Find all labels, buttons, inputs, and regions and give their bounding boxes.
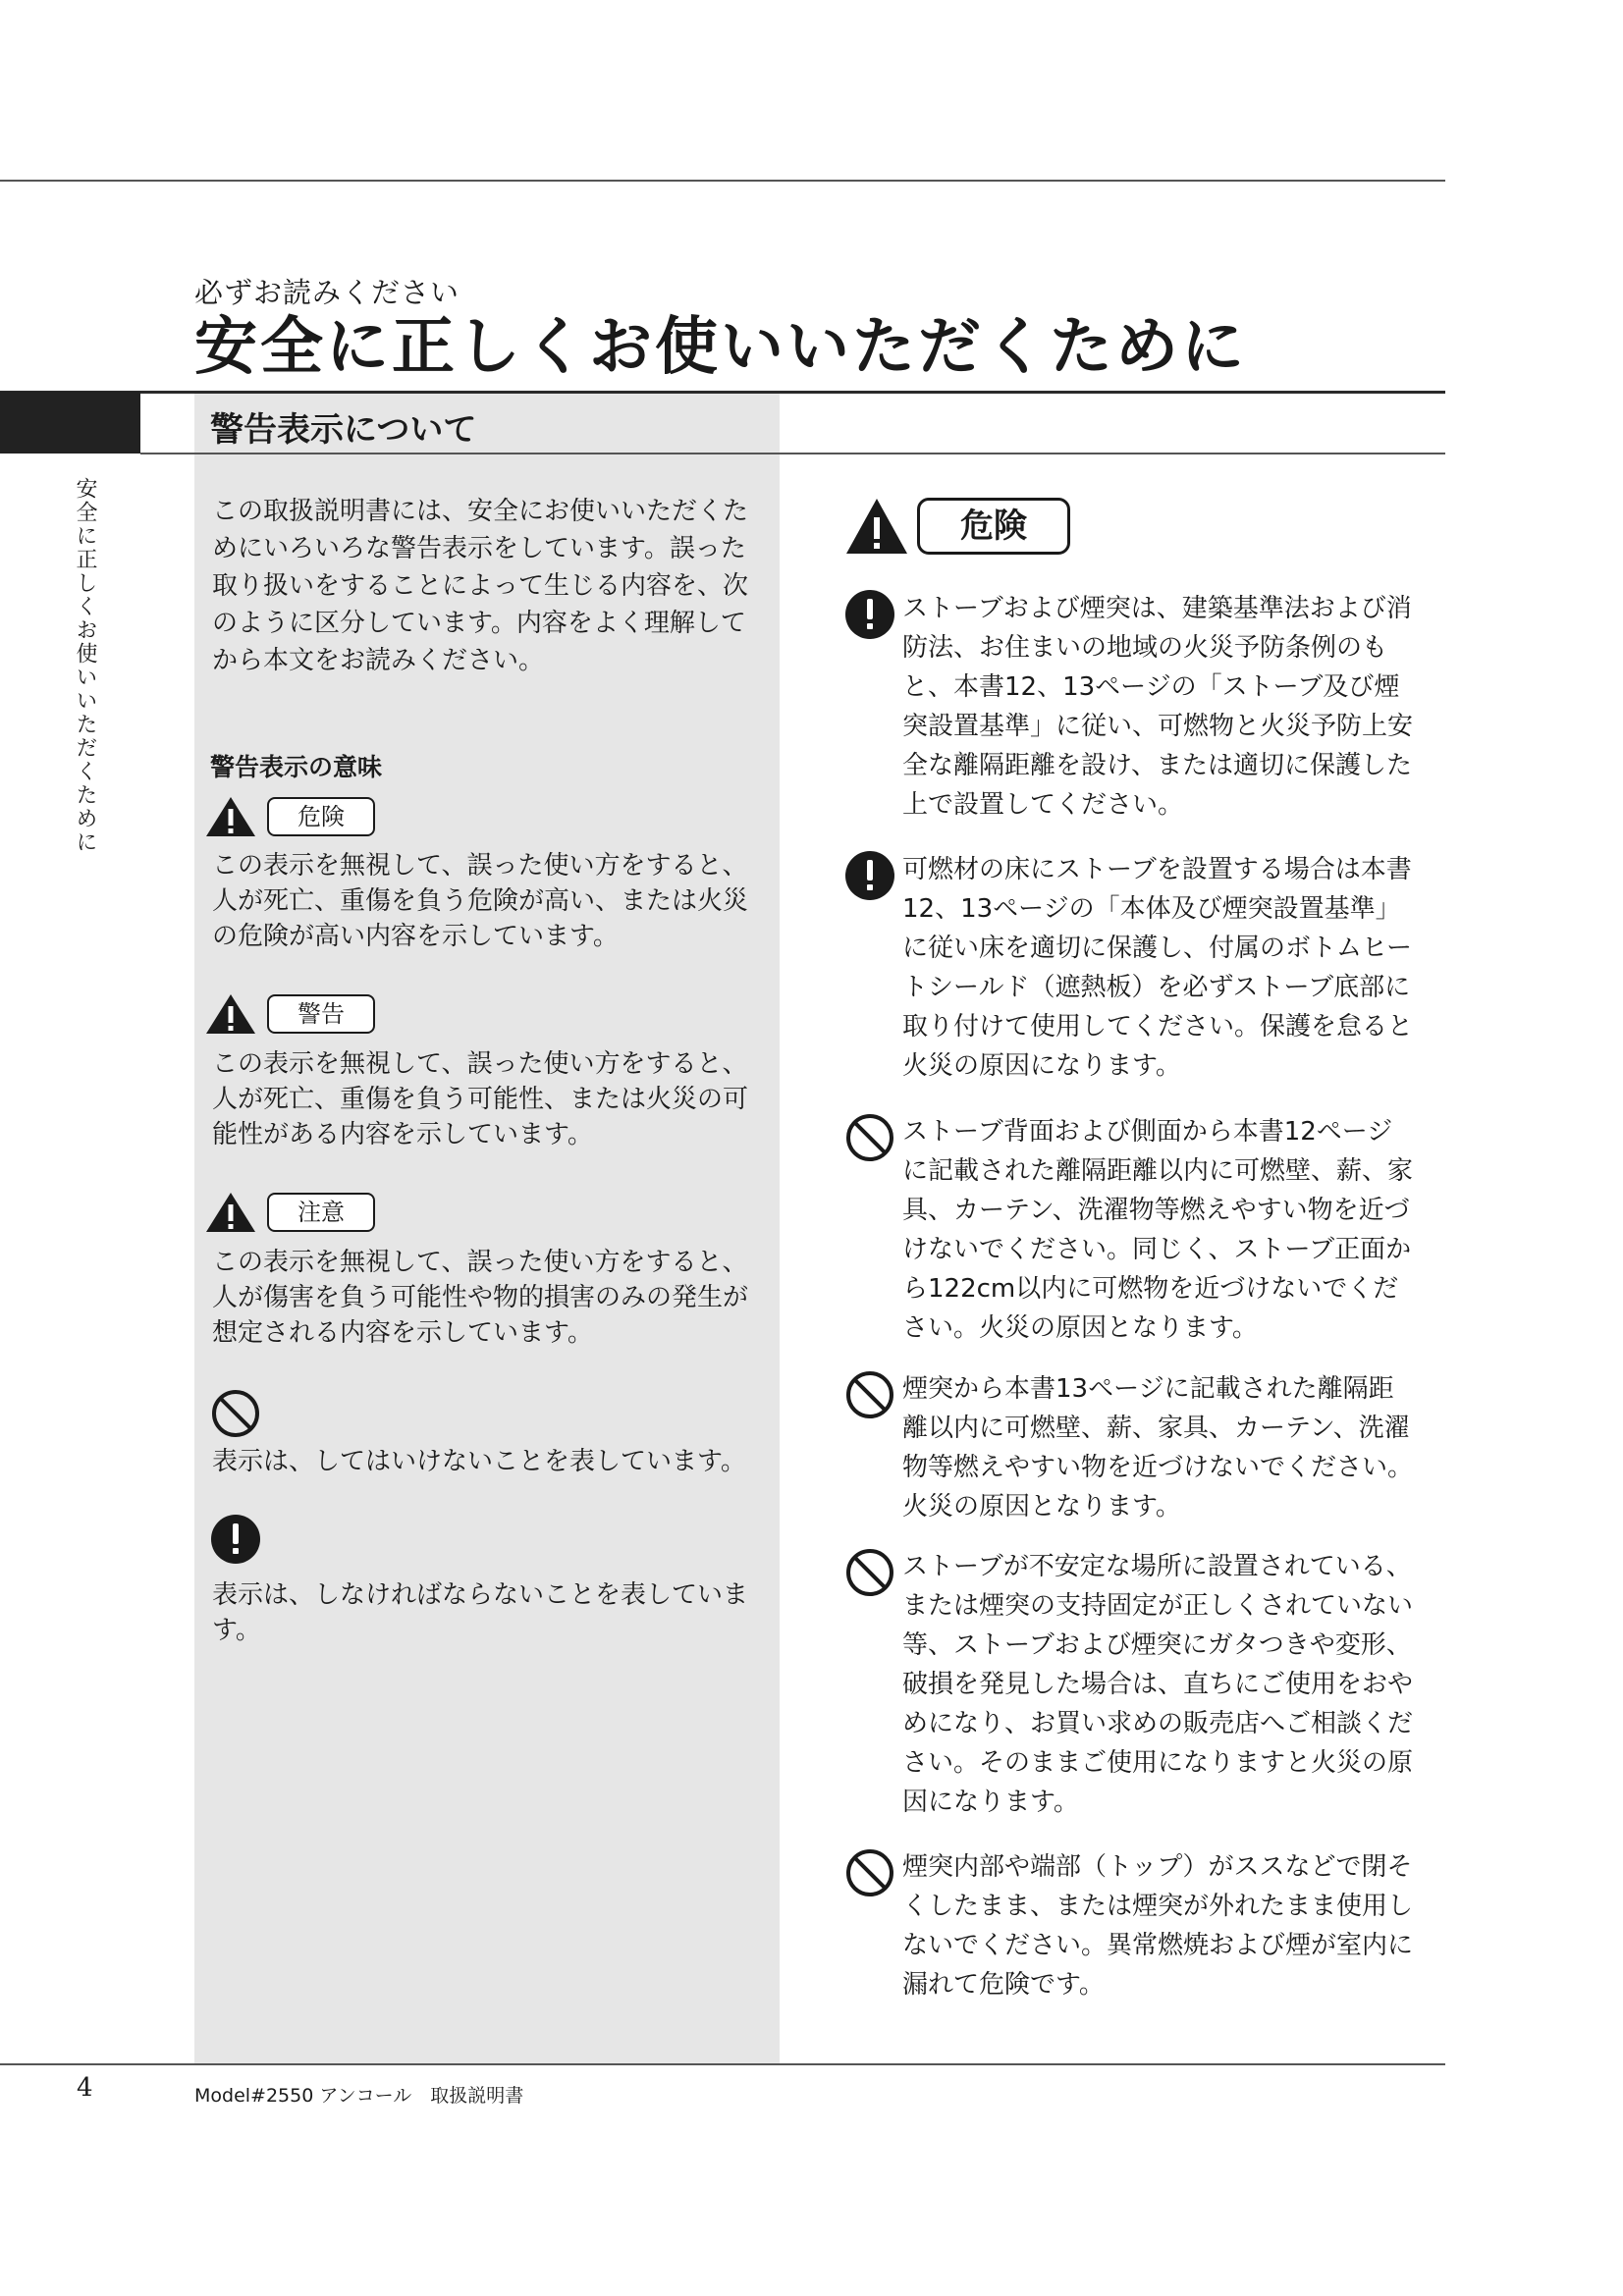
prohibited-explanation: 表示は、してはいけないことを表しています。	[212, 1447, 746, 1476]
level-caution-text: この表示を無視して、誤った使い方をすると、人が傷害を負う可能性や物的損害のみの発生が想定される内容を示しています。	[212, 1248, 749, 1348]
level-warning-text: この表示を無視して、誤った使い方をすると、人が死亡、重傷を負う可能性、または火災の可能性がある内容を示しています。	[212, 1049, 749, 1149]
danger-item	[844, 1369, 1414, 1526]
section-rule	[140, 453, 1445, 454]
level-caution	[204, 1191, 375, 1234]
bottom-rule	[0, 2063, 1445, 2065]
intro-paragraph: この取扱説明書には、安全にお使いいただくためにいろいろな警告表示をしています。誤った取り扱いをすることによって生じる内容を、次のように区分しています。内容をよく理解してから本文をお読みください。	[212, 497, 749, 675]
danger-item-text: 煙突内部や端部（トップ）がススなどで閉そくしたまま、または煙突が外れたまま使用しないでください。異常燃焼および煙が室内に漏れて危険です。	[902, 1852, 1414, 2000]
warning-triangle-icon	[204, 795, 257, 838]
danger-item-text: ストーブ背面および側面から本書12ページに記載された離隔距離以内に可燃壁、薪、家具、カーテン、洗濯物等燃えやすい物を近づけないでください。同じく、ストーブ正面から122cm以内に可燃物を近づけないでください。火災の原因となります。	[902, 1117, 1414, 1343]
danger-item	[844, 1847, 1414, 2004]
warning-triangle-icon	[204, 1191, 257, 1234]
title-rule	[0, 391, 1445, 394]
warning-badge: 警告	[267, 994, 375, 1034]
meaning-heading: 警告表示の意味	[210, 753, 383, 781]
danger-label-badge: 危険	[917, 498, 1070, 555]
page-number: 4	[77, 2073, 93, 2103]
level-danger	[204, 795, 375, 838]
mandatory-explanation: 表示は、しなければならないことを表しています。	[212, 1580, 749, 1645]
mandatory-icon	[844, 589, 895, 640]
side-tab-label: 安全に正しくお使いいただくために	[73, 477, 97, 854]
caution-badge: 注意	[267, 1193, 375, 1232]
page-subheading: 必ずお読みください	[194, 276, 460, 309]
warning-triangle-icon	[844, 497, 909, 556]
section-band	[0, 392, 140, 454]
level-danger-text: この表示を無視して、誤った使い方をすると、人が死亡、重傷を負う危険が高い、または火災の危険が高い内容を示しています。	[212, 851, 749, 951]
danger-badge: 危険	[267, 797, 375, 836]
danger-item-text: ストーブが不安定な場所に設置されている、または煙突の支持固定が正しくされていない等、ストーブおよび煙突にガタつきや変形、破損を発見した場合は、直ちにご使用をおやめになり、お買い求めの販売店へご相談ください。そのままご使用になりますと火災の原因になります。	[902, 1552, 1414, 1817]
prohibited-icon	[844, 1847, 895, 1898]
prohibited-icon	[844, 1369, 895, 1420]
danger-item	[844, 1112, 1414, 1348]
danger-item-text: 煙突から本書13ページに記載された離隔距離以内に可燃壁、薪、家具、カーテン、洗濯物等燃えやすい物を近づけないでください。火災の原因となります。	[902, 1374, 1414, 1522]
danger-item	[844, 1547, 1414, 1822]
section-title: 警告表示について	[210, 410, 477, 450]
prohibited-icon	[844, 1547, 895, 1598]
mandatory-icon	[210, 1514, 261, 1565]
page-title: 安全に正しくお使いいただくために	[194, 310, 1247, 384]
top-rule	[0, 180, 1445, 182]
danger-header	[844, 495, 1070, 558]
prohibited-icon	[844, 1112, 895, 1163]
danger-item	[844, 850, 1414, 1086]
level-warning	[204, 992, 375, 1036]
warning-triangle-icon	[204, 992, 257, 1036]
danger-item-text: 可燃材の床にストーブを設置する場合は本書12、13ページの「本体及び煙突設置基準」に従い床を適切に保護し、付属のボトムヒートシールド（遮熱板）を必ずストーブ底部に取り付けて使用してください。保護を怠ると火災の原因になります。	[902, 855, 1414, 1081]
danger-item	[844, 589, 1414, 825]
mandatory-icon	[844, 850, 895, 901]
danger-item-text: ストーブおよび煙突は、建築基準法および消防法、お住まいの地域の火災予防条例のもと、本書12、13ページの「ストーブ及び煙突設置基準」に従い、可燃物と火災予防上安全な離隔距離を設け、または適切に保護した上で設置してください。	[902, 594, 1414, 820]
footer-model-text: Model#2550 アンコール 取扱説明書	[194, 2085, 524, 2107]
prohibited-icon	[210, 1388, 261, 1439]
